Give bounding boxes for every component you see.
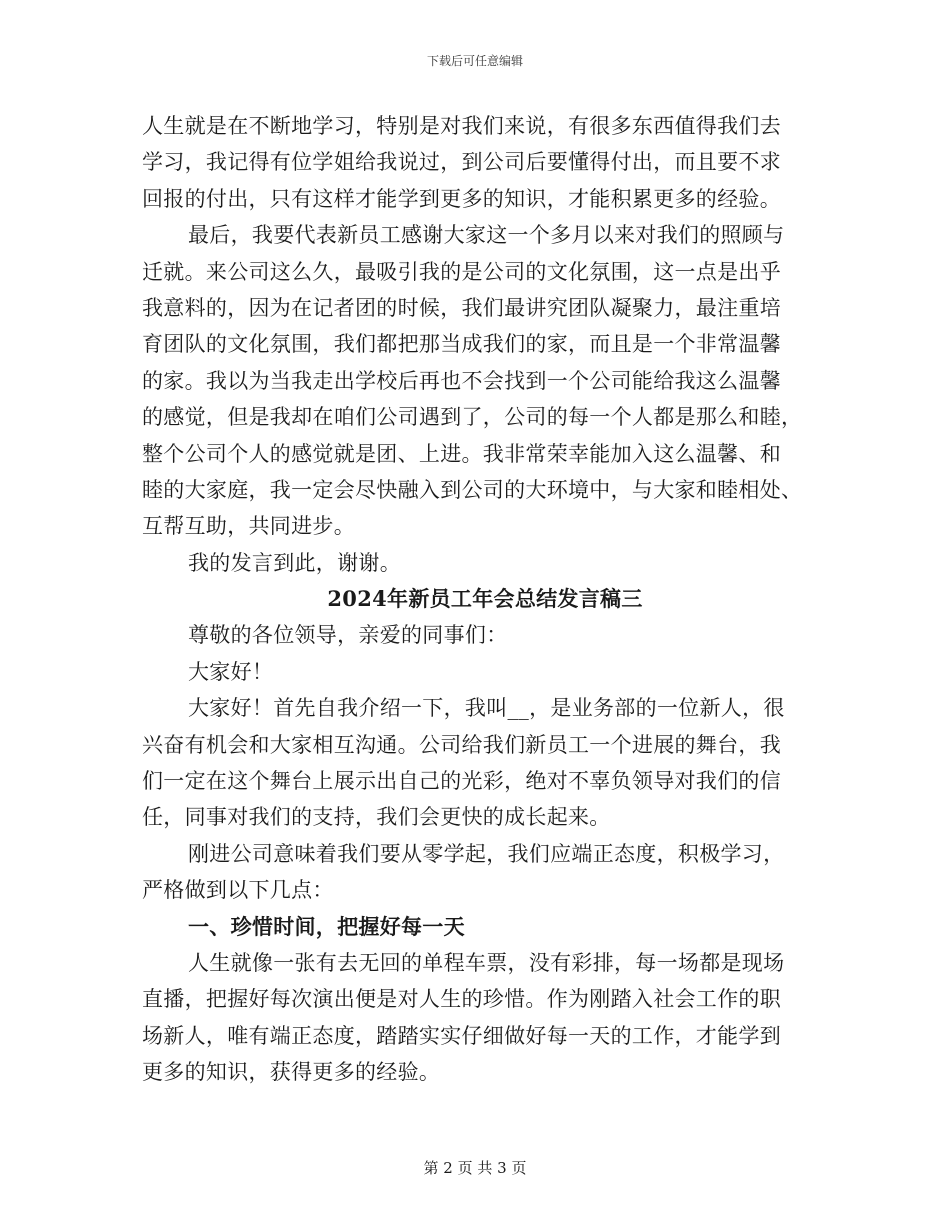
page-number: 第 2 页 共 3 页 — [423, 1159, 527, 1177]
paragraph-line: 场新人，唯有端正态度，踏踏实实仔细做好每一天的工作，才能学到 — [142, 1023, 781, 1048]
page-header-note: 下载后可任意编辑 — [426, 54, 523, 68]
paragraph-line: 们一定在这个舞台上展示出自己的光彩，绝对不辜负领导对我们的信 — [142, 769, 781, 794]
paragraph-line: 回报的付出，只有这样才能学到更多的知识，才能积累更多的经验。 — [142, 186, 781, 211]
paragraph-line: 任，同事对我们的支持，我们会更快的成长起来。 — [142, 805, 611, 830]
greeting-line: 大家好！ — [188, 659, 274, 684]
paragraph-line: 人生就像一张有去无回的单程车票，没有彩排，每一场都是现场 — [188, 950, 785, 975]
paragraph-line: 更多的知识，获得更多的经验。 — [142, 1060, 441, 1085]
section-title: 2024年新员工年会总结发言稿三 — [327, 586, 643, 612]
paragraph-line: 大家好！首先自我介绍一下，我叫__，是业务部的一位新人，很 — [188, 696, 785, 721]
paragraph-line: 学习，我记得有位学姐给我说过，到公司后要懂得付出，而且要不求 — [142, 150, 781, 175]
paragraph-line: 严格做到以下几点： — [142, 878, 334, 903]
paragraph-line: 人生就是在不断地学习，特别是对我们来说，有很多东西值得我们去 — [142, 114, 781, 138]
paragraph-line: 睦的大家庭，我一定会尽快融入到公司的大环境中，与大家和睦相处、 — [142, 477, 803, 502]
salutation-line: 尊敬的各位领导，亲爱的同事们： — [188, 623, 508, 648]
paragraph-line: 育团队的文化氛围，我们都把那当成我们的家，而且是一个非常温馨 — [142, 332, 781, 357]
paragraph-line: 的家。我以为当我走出学校后再也不会找到一个公司能给我这么温馨 — [142, 368, 781, 393]
paragraph-line: 最后，我要代表新员工感谢大家这一个多月以来对我们的照顾与 — [188, 223, 785, 248]
paragraph-line: 兴奋有机会和大家相互沟通。公司给我们新员工一个进展的舞台，我 — [142, 732, 781, 757]
paragraph-line: 刚进公司意味着我们要从零学起，我们应端正态度，积极学习， — [188, 841, 785, 866]
subheading: 一、珍惜时间，把握好每一天 — [188, 913, 465, 939]
paragraph-line: 的感觉，但是我却在咱们公司遇到了，公司的每一个人都是那么和睦， — [142, 405, 803, 430]
paragraph-line: 整个公司个人的感觉就是团、上进。我非常荣幸能加入这么温馨、和 — [142, 441, 781, 466]
paragraph-line: 迁就。来公司这么久，最吸引我的是公司的文化氛围，这一点是出乎 — [142, 259, 781, 284]
paragraph-line: 直播，把握好每次演出便是对人生的珍惜。作为刚踏入社会工作的职 — [142, 987, 781, 1012]
document-body — [142, 108, 810, 1091]
paragraph-line: 我的发言到此，谢谢。 — [188, 550, 401, 575]
paragraph-line: 互帮互助，共同进步。 — [142, 514, 355, 539]
paragraph-line: 我意料的，因为在记者团的时候，我们最讲究团队凝聚力，最注重培 — [142, 295, 781, 320]
